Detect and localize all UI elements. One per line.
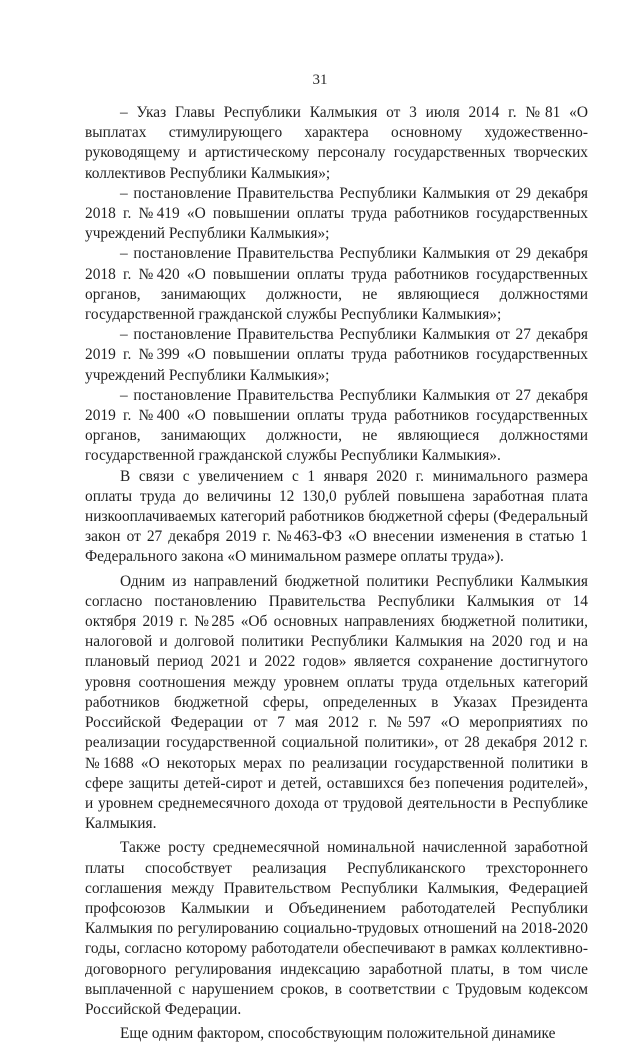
list-item-resolution-400: – постановление Правительства Республики Калмыкия от 27 декабря 2019 г. №400 «О повышении оплаты труда работников государственных органов, занимающих должности, не являющиеся должностями государственной гражданской службы Республики Калмыкия». <box>85 386 588 465</box>
paragraph-another-factor: Еще одним фактором, способствующим положительной динамике <box>120 1025 556 1043</box>
list-item-decree-81: – Указ Главы Республики Калмыкия от 3 июля 2014 г. №81 «О выплатах стимулирующего характера основному художественно-руководящему и артистическому персоналу государственных творческих коллективов Республики Калмыкия»; <box>85 104 588 182</box>
paragraph-tripartite-agreement: Также росту среднемесячной номинальной начисленной заработной платы способствует реализация Республиканского трехстороннего соглашения между Правительством Республики Калмыкия, Федерацией профсоюзов Калмыкии и Объединением работодателей Республики Калмыкия по регулированию социально-трудовых отношений на 2018-2020 годы, согласно которому работодатели обеспечивают в рамках коллективно-договорного регулирования индексацию заработной платы, в том числе выплаченной с нарушением сроков, в соответствии с Трудовым кодексом Российской Федерации. <box>85 839 588 1018</box>
paragraph-minimum-wage: В связи с увеличением с 1 января 2020 г. минимального размера оплаты труда до величины 12 130,0 рублей повышена заработная плата низкооплачиваемых категорий работников бюджетной сферы (Федеральный закон от 27 декабря 2019 г. №463-ФЗ «О внесении изменения в статью 1 Федерального закона «О минимальном размере оплаты труда»). <box>85 467 588 566</box>
list-item-resolution-419: – постановление Правительства Республики Калмыкия от 29 декабря 2018 г. №419 «О повышении оплаты труда работников государственных учреждений Республики Калмыкия»; <box>85 184 588 243</box>
paragraph-budget-policy: Одним из направлений бюджетной политики Республики Калмыкия согласно постановлению Правительства Республики Калмыкия от 14 октября 2019 г. №285 «Об основных направлениях бюджетной политики, налоговой и долговой политики Республики Калмыкия на 2020 год и на плановый период 2021 и 2022 годов» является сохранение достигнутого уровня соотношения между уровнем оплаты труда отдельных категорий работников бюджетной сферы, определенных в Указах Президента Российской Федерации от 7 мая 2012 г. №597 «О мероприятиях по реализации государственной социальной политики», от 28 декабря 2012 г. №1688 «О некоторых мерах по реализации государственной политики в сфере защиты детей-сирот и детей, оставшихся без попечения родителей», и уровнем среднемесячного дохода от трудовой деятельности в Республике Калмыкия. <box>85 572 588 833</box>
list-item-resolution-399: – постановление Правительства Республики Калмыкия от 27 декабря 2019 г. №399 «О повышении оплаты труда работников государственных учреждений Республики Калмыкия»; <box>85 326 588 384</box>
list-item-resolution-420: – постановление Правительства Республики Калмыкия от 29 декабря 2018 г. №420 «О повышении оплаты труда работников государственных органов, занимающих должности, не являющиеся должностями государственной гражданской службы Республики Калмыкия»; <box>85 245 588 324</box>
document-body <box>85 103 588 1044</box>
page-number: 31 <box>312 72 328 88</box>
